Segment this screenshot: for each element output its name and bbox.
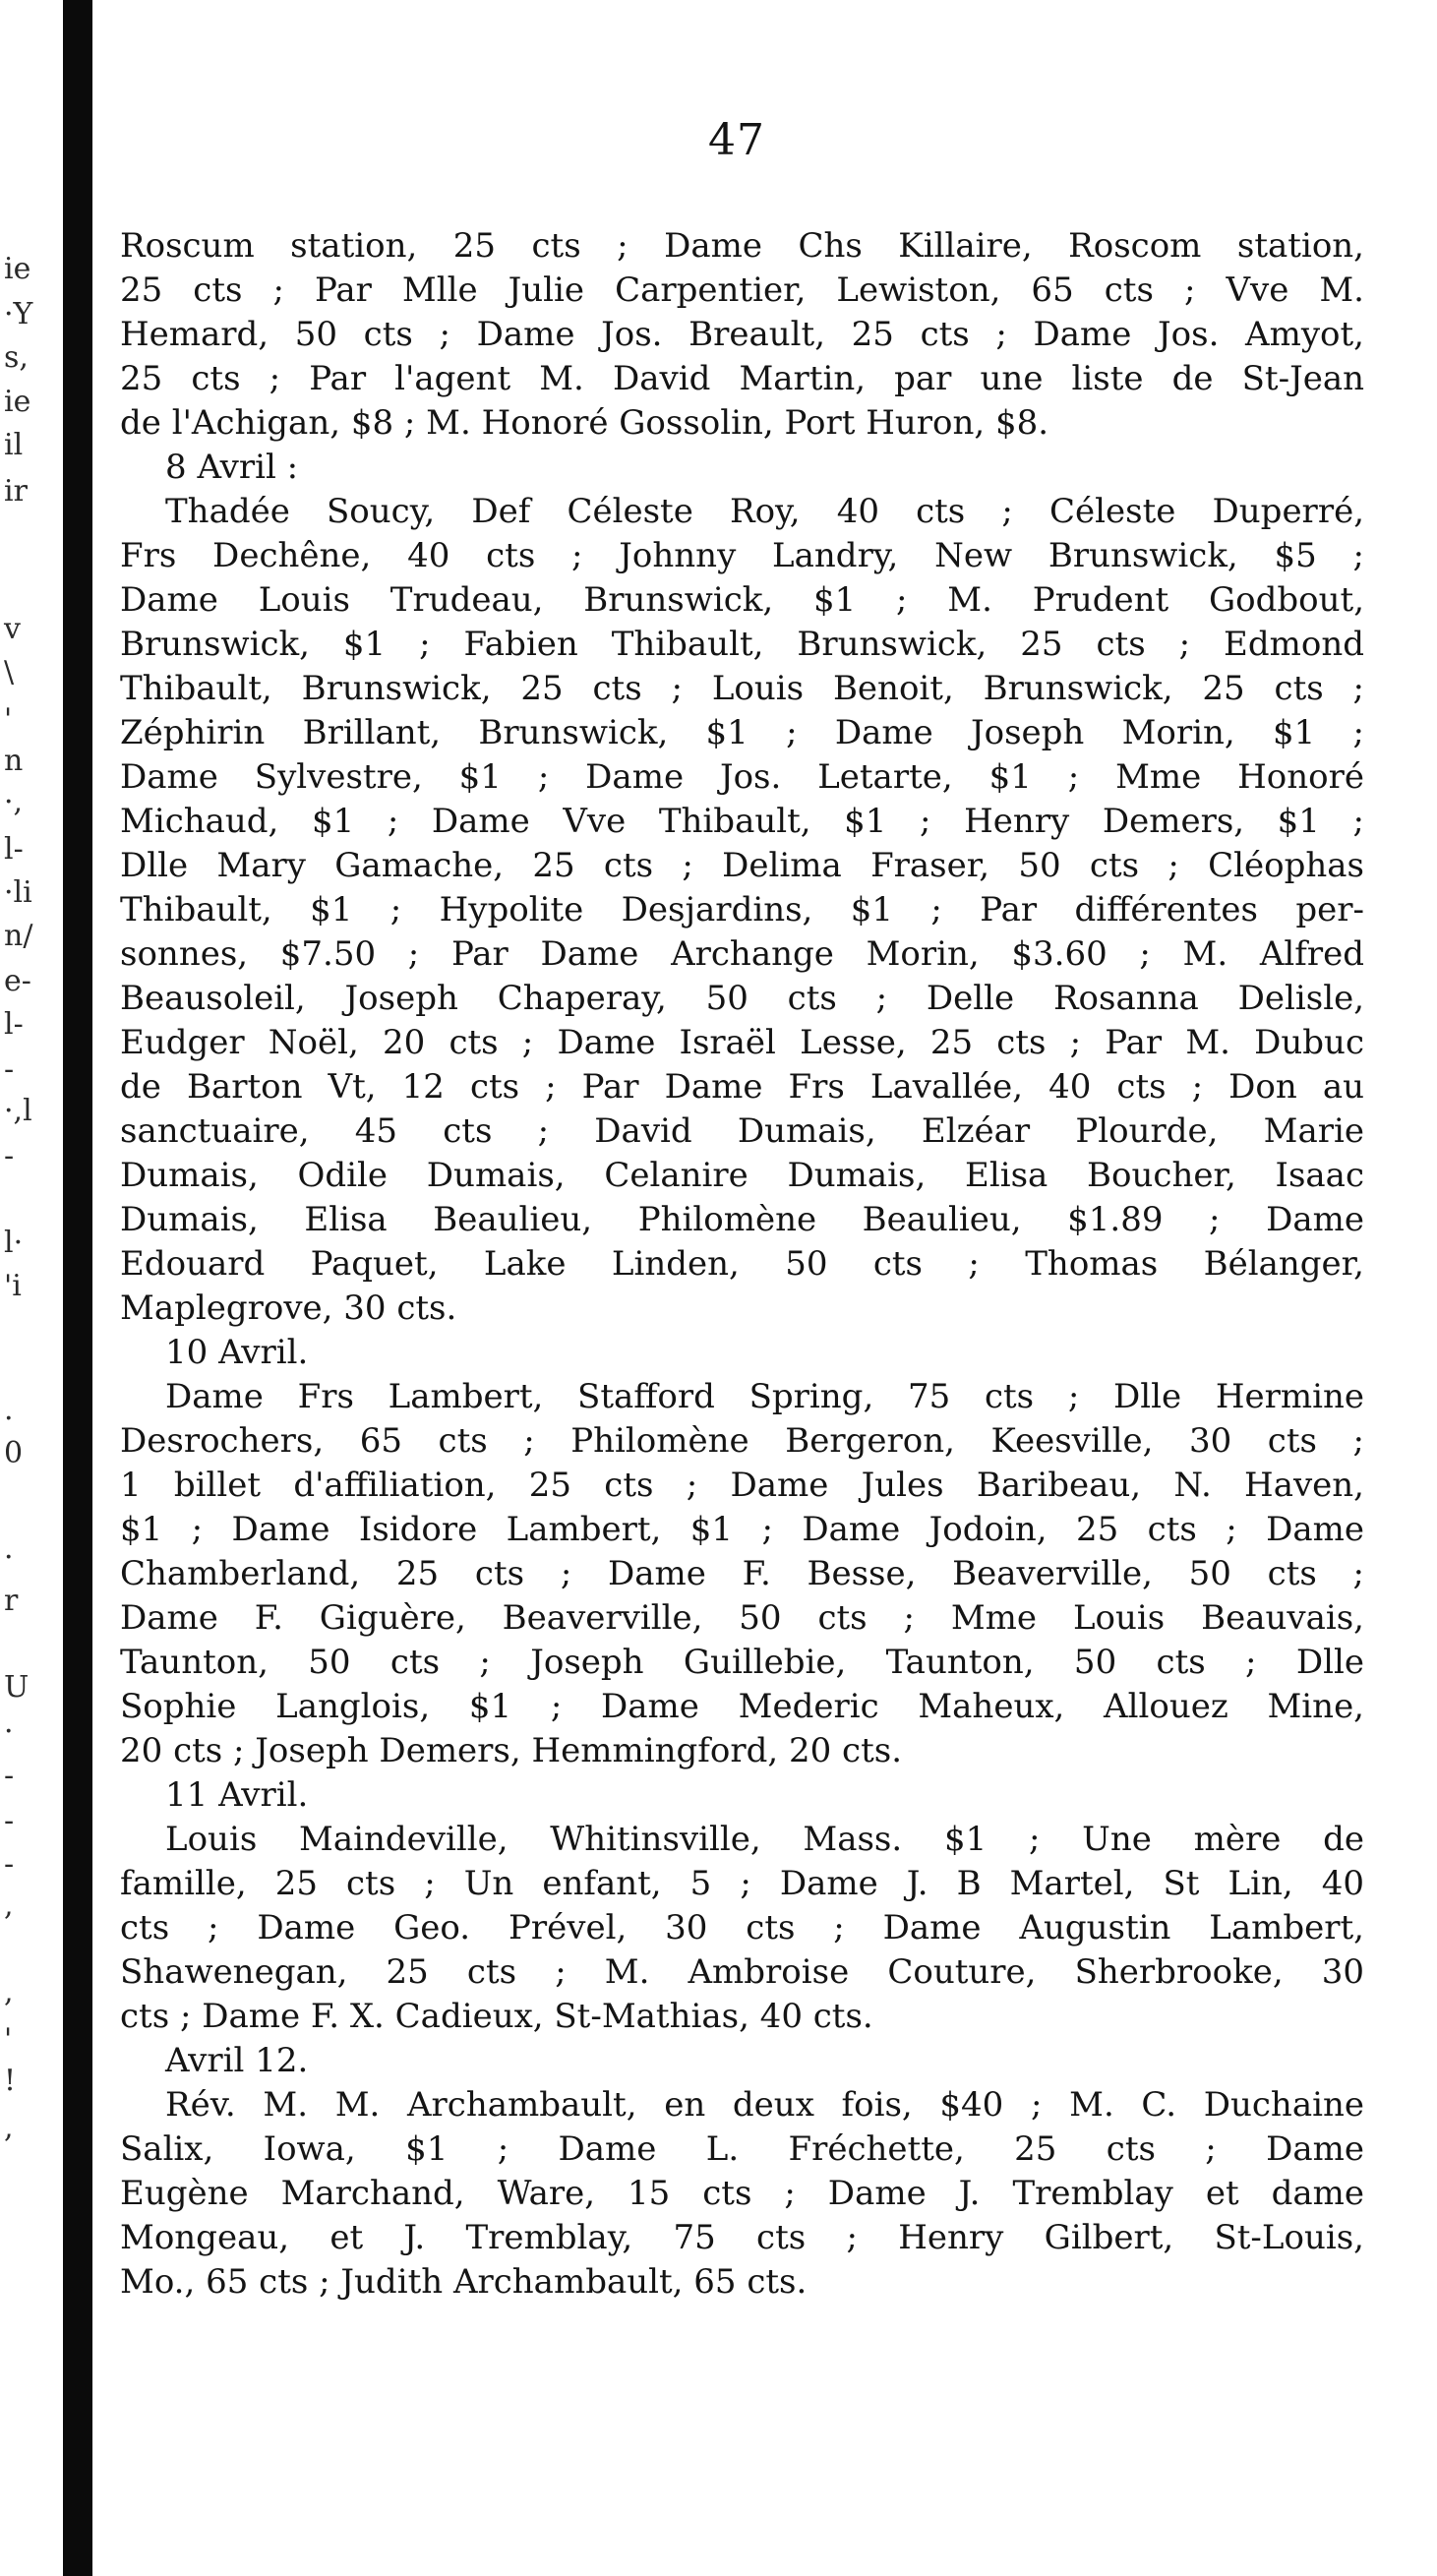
text-line: Sophie Langlois, $1 ; Dame Mederic Maheux, Allouez Mine, [120, 1687, 1364, 1726]
text-line: Dame Louis Trudeau, Brunswick, $1 ; M. Prudent Godbout, [120, 580, 1364, 620]
margin-fragment: . [4, 1393, 14, 1427]
margin-fragment: l- [4, 832, 24, 867]
page-number: 47 [708, 115, 765, 165]
binding-gutter-bar [63, 0, 92, 2576]
margin-fragment: - [4, 1052, 15, 1087]
text-line: Dlle Mary Gamache, 25 cts ; Delima Fraser, 50 cts ; Cléophas [120, 846, 1364, 885]
text-line: de l'Achigan, $8 ; M. Honoré Gossolin, Port Huron, $8. [120, 403, 1049, 443]
margin-fragment: ·,l [4, 1094, 32, 1128]
text-line: Edouard Paquet, Lake Linden, 50 cts ; Thomas Bélanger, [120, 1244, 1364, 1284]
text-line: Louis Maindeville, Whitinsville, Mass. $1 ; Une mère de [165, 1820, 1364, 1859]
text-line: Dame Frs Lambert, Stafford Spring, 75 cts ; Dlle Hermine [165, 1377, 1364, 1416]
date-heading: 10 Avril. [165, 1333, 309, 1372]
text-line: Frs Dechêne, 40 cts ; Johnny Landry, New Brunswick, $5 ; [120, 536, 1364, 575]
text-line: de Barton Vt, 12 cts ; Par Dame Frs Lavallée, 40 cts ; Don au [120, 1067, 1364, 1107]
text-line: Dame Sylvestre, $1 ; Dame Jos. Letarte, $1 ; Mme Honoré [120, 757, 1364, 797]
text-line: Beausoleil, Joseph Chaperay, 50 cts ; Delle Rosanna Delisle, [120, 979, 1364, 1018]
text-line: 1 billet d'affiliation, 25 cts ; Dame Jules Baribeau, N. Haven, [120, 1466, 1364, 1505]
margin-fragment: , [4, 2111, 14, 2145]
margin-fragment: · [4, 1540, 14, 1575]
margin-fragment: v [4, 612, 21, 646]
text-line: Thadée Soucy, Def Céleste Roy, 40 cts ; Céleste Duperré, [165, 492, 1364, 531]
margin-fragment: ie [4, 252, 31, 286]
margin-fragment: U [4, 1670, 30, 1705]
margin-fragment: ' [4, 702, 13, 737]
date-heading: 11 Avril. [165, 1775, 309, 1815]
text-line: famille, 25 cts ; Un enfant, 5 ; Dame J. B Martel, St Lin, 40 [120, 1864, 1364, 1903]
text-line: Thibault, $1 ; Hypolite Desjardins, $1 ; Par différentes per- [120, 890, 1364, 929]
text-line: Hemard, 50 cts ; Dame Jos. Breault, 25 cts ; Dame Jos. Amyot, [120, 315, 1364, 354]
margin-fragment: - [4, 1139, 15, 1173]
text-line: Eugène Marchand, Ware, 15 cts ; Dame J. Tremblay et dame [120, 2174, 1364, 2213]
text-line: Zéphirin Brillant, Brunswick, $1 ; Dame Joseph Morin, $1 ; [120, 713, 1364, 752]
margin-fragment: ·Y [4, 297, 33, 331]
margin-fragment: ir [4, 474, 28, 509]
text-line: Chamberland, 25 cts ; Dame F. Besse, Beaverville, 50 cts ; [120, 1554, 1364, 1593]
margin-fragment: ie [4, 385, 31, 419]
date-heading: Avril 12. [165, 2041, 309, 2080]
margin-fragment: ·, [4, 785, 24, 819]
margin-fragment: ' [4, 2022, 13, 2057]
text-line: Salix, Iowa, $1 ; Dame L. Fréchette, 25 cts ; Dame [120, 2129, 1364, 2169]
text-line: sanctuaire, 45 cts ; David Dumais, Elzéar Plourde, Marie [120, 1111, 1364, 1151]
text-line: Brunswick, $1 ; Fabien Thibault, Brunswick, 25 cts ; Edmond [120, 625, 1364, 664]
margin-fragment: \ [4, 655, 15, 689]
text-line: 25 cts ; Par l'agent M. David Martin, par une liste de St-Jean [120, 359, 1364, 398]
margin-fragment: - [4, 1804, 15, 1838]
margin-fragment: il [4, 428, 24, 462]
text-line: 25 cts ; Par Mlle Julie Carpentier, Lewiston, 65 cts ; Vve M. [120, 270, 1364, 310]
margin-fragment: r [4, 1584, 19, 1618]
margin-fragment: n/ [4, 919, 33, 953]
date-heading: 8 Avril : [165, 448, 299, 487]
text-line: $1 ; Dame Isidore Lambert, $1 ; Dame Jodoin, 25 cts ; Dame [120, 1510, 1364, 1549]
text-line: Dumais, Odile Dumais, Celanire Dumais, Elisa Boucher, Isaac [120, 1156, 1364, 1195]
margin-fragment: l· [4, 1226, 24, 1260]
margin-fragment: e- [4, 964, 31, 998]
page-text-body [120, 224, 1364, 2305]
margin-fragment: , [4, 1975, 14, 2009]
text-line: cts ; Dame F. X. Cadieux, St-Mathias, 40 cts. [120, 1997, 873, 2036]
text-line: Dumais, Elisa Beaulieu, Philomène Beaulieu, $1.89 ; Dame [120, 1200, 1364, 1239]
margin-fragment: ·li [4, 875, 32, 910]
margin-fragment: ! [4, 2064, 17, 2098]
margin-fragment: 'i [4, 1269, 22, 1303]
margin-fragment: n [4, 744, 24, 778]
margin-fragment: - [4, 1847, 15, 1882]
text-line: Rév. M. M. Archambault, en deux fois, $40 ; M. C. Duchaine [165, 2085, 1364, 2125]
text-line: Mo., 65 cts ; Judith Archambault, 65 cts. [120, 2262, 808, 2302]
text-line: Shawenegan, 25 cts ; M. Ambroise Couture, Sherbrooke, 30 [120, 1952, 1364, 1992]
margin-fragment: · [4, 1714, 14, 1749]
margin-fragment: - [4, 1759, 15, 1793]
text-line: Desrochers, 65 cts ; Philomène Bergeron, Keesville, 30 cts ; [120, 1421, 1364, 1461]
text-line: Maplegrove, 30 cts. [120, 1288, 457, 1328]
text-line: Dame F. Giguère, Beaverville, 50 cts ; Mme Louis Beauvais, [120, 1598, 1364, 1638]
text-line: Thibault, Brunswick, 25 cts ; Louis Benoit, Brunswick, 25 cts ; [120, 669, 1364, 708]
text-line: cts ; Dame Geo. Prével, 30 cts ; Dame Augustin Lambert, [120, 1908, 1364, 1947]
margin-fragment: 0 [4, 1436, 24, 1470]
margin-fragment: l- [4, 1007, 24, 1042]
text-line: Mongeau, et J. Tremblay, 75 cts ; Henry Gilbert, St-Louis, [120, 2218, 1364, 2257]
margin-fragment: , [4, 1888, 14, 1923]
margin-fragment: s, [4, 340, 29, 375]
text-line: Roscum station, 25 cts ; Dame Chs Killaire, Roscom station, [120, 226, 1364, 266]
text-line: Taunton, 50 cts ; Joseph Guillebie, Taunton, 50 cts ; Dlle [120, 1643, 1364, 1682]
text-line: sonnes, $7.50 ; Par Dame Archange Morin, $3.60 ; M. Alfred [120, 934, 1364, 974]
text-line: Michaud, $1 ; Dame Vve Thibault, $1 ; Henry Demers, $1 ; [120, 802, 1364, 841]
text-line: Eudger Noël, 20 cts ; Dame Israël Lesse, 25 cts ; Par M. Dubuc [120, 1023, 1364, 1062]
text-line: 20 cts ; Joseph Demers, Hemmingford, 20 cts. [120, 1731, 902, 1770]
left-margin-fragments [0, 0, 59, 2576]
